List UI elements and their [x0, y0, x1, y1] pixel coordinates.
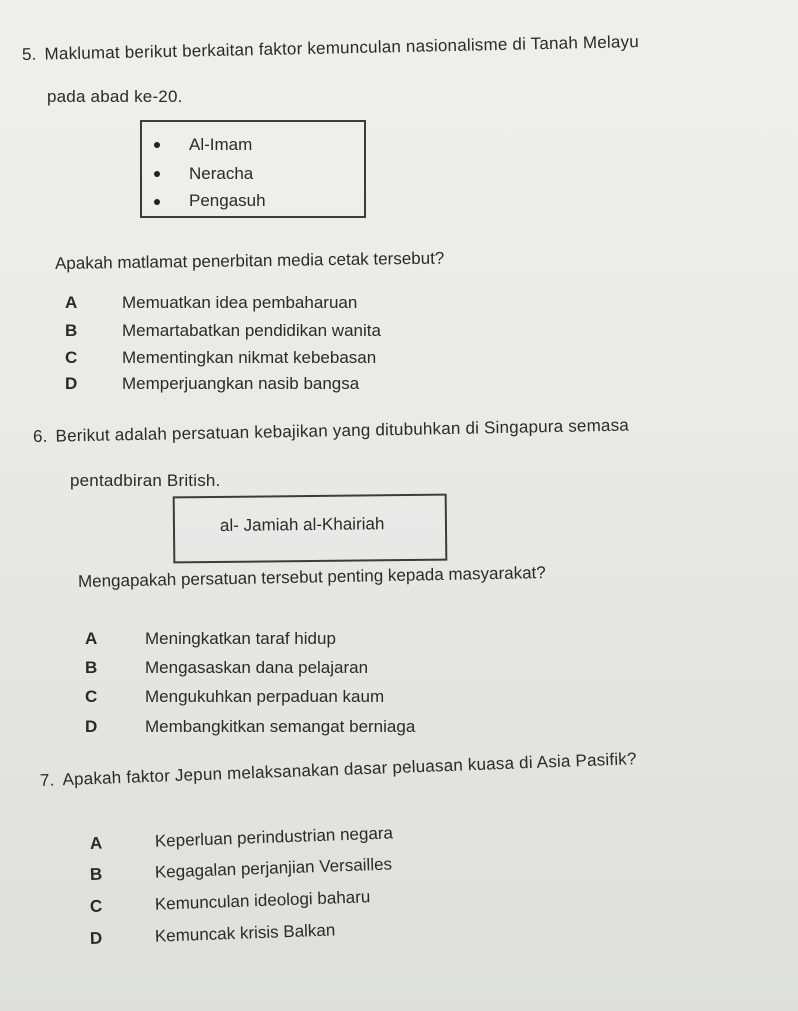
option-letter: D [89, 928, 103, 948]
q5-option-d[interactable] [65, 373, 465, 397]
bullet-icon [154, 171, 160, 177]
q7-number: 7. [39, 770, 55, 790]
bullet-icon [154, 199, 160, 205]
option-letter: D [65, 374, 78, 393]
q5-option-a[interactable] [65, 292, 465, 316]
option-letter: C [89, 896, 103, 916]
q6-stem-line2: pentadbiran British. [70, 471, 221, 490]
q6-option-c[interactable] [85, 686, 485, 710]
option-text: Memartabatkan pendidikan wanita [122, 321, 381, 340]
q7-option-d[interactable] [90, 914, 491, 952]
q7-option-c[interactable] [90, 882, 491, 920]
option-text: Mengasaskan dana pelajaran [145, 658, 369, 677]
option-text: Membangkitkan semangat berniaga [145, 717, 416, 736]
q5-option-c[interactable] [65, 347, 465, 371]
q6-box-text: al- Jamiah al-Khairiah [219, 514, 385, 535]
q5-option-b[interactable] [65, 320, 465, 344]
option-text: Mementingkan nikmat kebebasan [122, 348, 377, 367]
option-letter: C [85, 687, 98, 706]
q5-stem [21, 32, 792, 68]
option-text: Meningkatkan taraf hidup [145, 629, 336, 648]
q5-question: Apakah matlamat penerbitan media cetak tersebut? [54, 248, 445, 273]
q7-stem-line1 [40, 741, 790, 794]
option-text: Keperluan perindustrian negara [154, 823, 394, 851]
q5-box-item-1: Al-Imam [189, 135, 253, 154]
q6-stem-line1 [33, 409, 793, 450]
q5-stem-text: Maklumat berikut berkaitan faktor kemunculan nasionalisme di Tanah Melayu [44, 32, 640, 64]
q5-box-item-2: Neracha [189, 164, 254, 183]
q5-box-item-3: Pengasuh [189, 191, 266, 210]
q5-stem-line1 [22, 26, 792, 68]
q6-option-d[interactable] [85, 716, 485, 740]
option-text: Mengukuhkan perpaduan kaum [145, 687, 385, 706]
option-letter: B [85, 658, 98, 677]
option-letter: A [85, 629, 98, 648]
q6-question: Mengapakah persatuan tersebut penting kepada masyarakat? [77, 563, 546, 591]
option-text: Memuatkan idea pembaharuan [122, 293, 358, 312]
q7-stem-text: Apakah faktor Jepun melaksanakan dasar peluasan kuasa di Asia Pasifik? [62, 749, 637, 790]
option-letter: B [65, 321, 78, 340]
option-letter: D [85, 717, 98, 736]
option-letter: C [65, 348, 78, 367]
bullet-icon [154, 142, 160, 148]
q5-source-box [140, 120, 366, 218]
q5-stem-line2: pada abad ke-20. [47, 87, 183, 106]
option-letter: A [89, 833, 103, 853]
option-text: Kemunculan ideologi baharu [154, 887, 371, 914]
option-text: Kemuncak krisis Balkan [154, 920, 336, 946]
q6-stem [32, 415, 793, 450]
q6-option-b[interactable] [85, 657, 485, 681]
option-text: Kegagalan perjanjian Versailles [154, 854, 393, 882]
q7-stem [39, 749, 790, 794]
option-letter: B [89, 864, 103, 884]
option-text: Memperjuangkan nasib bangsa [122, 374, 360, 393]
q6-option-a[interactable] [85, 628, 485, 652]
q7-option-b[interactable] [90, 850, 491, 888]
q6-source-box [173, 494, 448, 564]
q5-number: 5. [21, 44, 37, 64]
q6-number: 6. [32, 426, 48, 446]
q6-stem-text: Berikut adalah persatuan kebajikan yang ditubuhkan di Singapura semasa [55, 415, 630, 446]
option-letter: A [65, 293, 78, 312]
